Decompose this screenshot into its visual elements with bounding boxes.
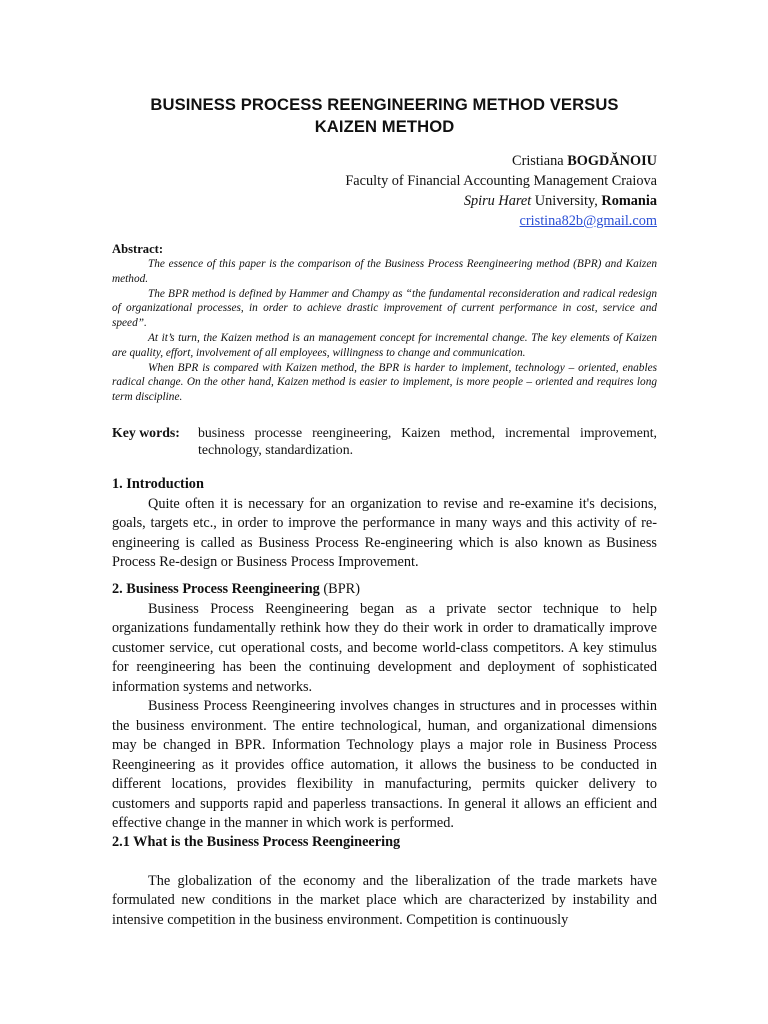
author-first-name: Cristiana [512,153,564,169]
bpr-paragraph: Business Process Reengineering began as a private sector technique to help organizations fundamentally rethink how they do their work in order to dramatically improve customer service, cut operational costs, and become world-class competitors. A key stimulus for reengineering has been the continuing development and deployment of sophisticated information systems and networks. [112,600,657,695]
abstract-paragraph: When BPR is compared with Kaizen method, the BPR is harder to implement, technology – oriented, enables radical change. On the other hand, Kaizen method is easier to implement, is more people – oriented and requires long term discipline. [112,361,657,404]
keywords-section [112,424,657,458]
university-word: University, [534,193,598,209]
keywords-label: Key words: [112,425,180,440]
abstract-paragraph: At it’s turn, the Kaizen method is an management concept for incremental change. The key elements of Kaizen are quality, effort, involvement of all employees, willingness to change and communication. [112,331,657,359]
author-block [345,151,657,231]
author-faculty: Faculty of Financial Accounting Management Craiova [345,173,657,189]
title-line-1: BUSINESS PROCESS REENGINEERING METHOD VERSUS [150,95,619,114]
author-country: Romania [601,193,657,209]
introduction-heading: 1. Introduction [112,476,204,492]
title-line-2: KAIZEN METHOD [314,117,455,136]
bpr-paragraph: Business Process Reengineering involves changes in structures and in processes within the business environment. The entire technological, human, and organizational dimensions may be changed in BPR. Information Technology plays a major role in Business Process Reengineering as it provides office automation, it allows the business to be conducted in different locations, provides flexibility in manufacturing, permits quicker delivery to customers and supports rapid and paperless transactions. In general it allows an efficient and effective change in the manner in which work is performed. [112,698,657,831]
author-email-link[interactable]: cristina82b@gmail.com [519,213,657,229]
abstract-paragraph: The BPR method is defined by Hammer and Champy as “the fundamental reconsideration and radical redesign of organizational processes, in order to achieve drastic improvement of current performance in cost, service and speed”. [112,287,657,330]
keywords-text: business processe reengineering, Kaizen method, incremental improvement, technology, standardization. [198,425,657,457]
paper-title [112,94,657,138]
university-name: Spiru Haret [463,193,532,209]
bpr-heading [112,580,657,600]
what-is-bpr-paragraph: The globalization of the economy and the liberalization of the trade markets have formulated new conditions in the market place which are characterized by instability and intensive competition in the business environment. Competition is continuously [112,872,657,928]
bpr-heading-abbrev: (BPR) [323,581,360,597]
what-is-bpr-section [112,833,657,930]
abstract-paragraph: The essence of this paper is the comparison of the Business Process Reengineering method (BPR) and Kaizen method. [112,258,657,285]
abstract-label: Abstract: [112,242,164,256]
introduction-section [112,475,657,573]
author-name [345,151,657,171]
what-is-bpr-heading: 2.1 What is the Business Process Reengineering [112,834,401,850]
abstract-section [112,241,657,405]
author-last-name: BOGDĂNOIU [567,153,657,169]
introduction-paragraph: Quite often it is necessary for an organization to revise and re-examine it's decisions, goals, targets etc., in order to improve the performance in many ways and this activity of re-engineering is called as Business Process Re-engineering which is also known as Business Process Re-design or Business Process Improvement. [112,495,657,570]
bpr-section [112,580,657,834]
author-university [345,191,657,211]
bpr-heading-bold: 2. Business Process Reengineering [112,581,320,597]
